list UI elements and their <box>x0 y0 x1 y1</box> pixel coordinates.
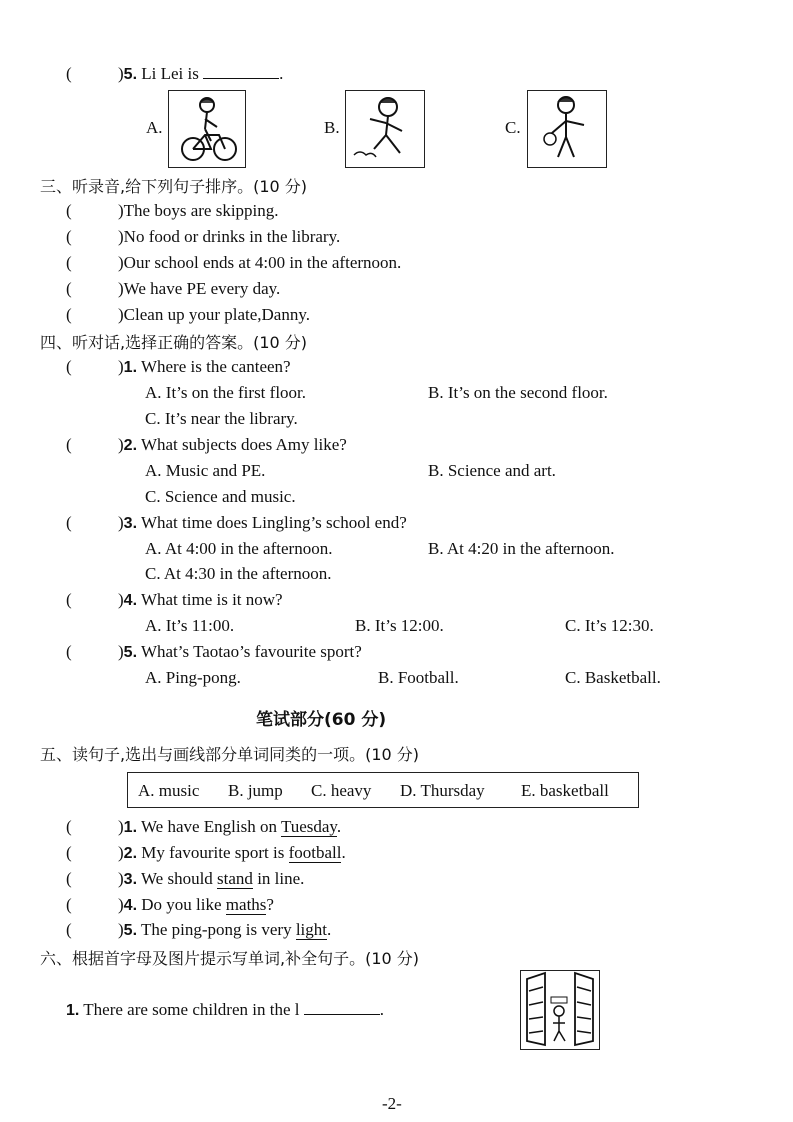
basketball-player-icon <box>528 91 606 167</box>
question-4: )4. Do you like maths? <box>118 895 274 914</box>
answer-paren: ( <box>66 642 72 661</box>
question-4: )4. What time is it now? <box>118 590 283 609</box>
question-1: 1. There are some children in the l . <box>66 1000 384 1019</box>
answer-paren: ( <box>66 305 72 324</box>
option-a[interactable]: A. Ping-pong. <box>145 668 241 687</box>
option-b-label: B. <box>324 118 340 137</box>
answer-paren: ( <box>66 895 72 914</box>
library-picture <box>520 970 600 1050</box>
word-bank-item: A. music <box>138 781 200 800</box>
option-b[interactable]: B. At 4:20 in the afternoon. <box>428 539 615 558</box>
bicycle-icon <box>169 91 245 167</box>
option-b[interactable]: B. Football. <box>378 668 459 687</box>
bookshelf-icon <box>521 971 599 1049</box>
sentence-item: )We have PE every day. <box>118 279 281 298</box>
sentence-item: )No food or drinks in the library. <box>118 227 341 246</box>
option-a-label: A. <box>146 118 163 137</box>
answer-paren: ( <box>66 843 72 862</box>
option-a[interactable]: A. It’s 11:00. <box>145 616 235 635</box>
sentence-item: )The boys are skipping. <box>118 201 279 220</box>
section-4-heading: 四、听对话,选择正确的答案。(10 分) <box>40 333 308 352</box>
question-5: )5. Li Lei is . <box>118 64 284 83</box>
section-3-heading: 三、听录音,给下列句子排序。(10 分) <box>40 177 308 196</box>
answer-paren: ( <box>66 253 72 272</box>
option-c[interactable]: C. It’s near the library. <box>145 409 298 428</box>
answer-paren: ( <box>66 201 72 220</box>
answer-paren: ( <box>66 513 72 532</box>
answer-blank[interactable] <box>304 1000 380 1015</box>
answer-paren: ( <box>66 869 72 888</box>
option-a[interactable]: A. At 4:00 in the afternoon. <box>145 539 333 558</box>
answer-paren: ( <box>66 279 72 298</box>
answer-paren: ( <box>66 590 72 609</box>
option-c[interactable]: C. At 4:30 in the afternoon. <box>145 564 332 583</box>
answer-paren: ( <box>66 227 72 246</box>
basketball-picture <box>527 90 607 168</box>
answer-paren: ( <box>66 357 72 376</box>
question-2: )2. What subjects does Amy like? <box>118 435 347 454</box>
running-picture <box>345 90 425 168</box>
question-2: )2. My favourite sport is football. <box>118 843 346 862</box>
runner-icon <box>346 91 424 167</box>
question-3: )3. We should stand in line. <box>118 869 305 888</box>
page-number: -2- <box>382 1094 402 1113</box>
option-a[interactable]: A. It’s on the first floor. <box>145 383 307 402</box>
cycling-picture <box>168 90 246 168</box>
word-bank-box <box>127 772 639 808</box>
option-b[interactable]: B. Science and art. <box>428 461 556 480</box>
answer-blank[interactable] <box>203 64 279 79</box>
option-c[interactable]: C. Science and music. <box>145 487 296 506</box>
section-6-heading: 六、根据首字母及图片提示写单词,补全句子。(10 分) <box>40 949 420 968</box>
answer-paren: ( <box>66 435 72 454</box>
option-c-label: C. <box>505 118 521 137</box>
option-a[interactable]: A. Music and PE. <box>145 461 266 480</box>
question-5: )5. What’s Taotao’s favourite sport? <box>118 642 362 661</box>
section-5-heading: 五、读句子,选出与画线部分单词同类的一项。(10 分) <box>40 745 420 764</box>
sentence-item: )Our school ends at 4:00 in the afternoon. <box>118 253 402 272</box>
option-b[interactable]: B. It’s 12:00. <box>355 616 444 635</box>
question-1: )1. Where is the canteen? <box>118 357 291 376</box>
sentence-item: )Clean up your plate,Danny. <box>118 305 310 324</box>
word-bank-item: C. heavy <box>311 781 372 800</box>
answer-paren: ( <box>66 920 72 939</box>
written-section-title: 笔试部分(60 分) <box>256 710 387 730</box>
word-bank-item: B. jump <box>228 781 283 800</box>
answer-paren: ( <box>66 64 72 83</box>
option-c[interactable]: C. It’s 12:30. <box>565 616 654 635</box>
option-b[interactable]: B. It’s on the second floor. <box>428 383 608 402</box>
option-c[interactable]: C. Basketball. <box>565 668 661 687</box>
word-bank-item: D. Thursday <box>400 781 485 800</box>
question-1: )1. We have English on Tuesday. <box>118 817 342 836</box>
question-5: )5. The ping-pong is very light. <box>118 920 332 939</box>
question-3: )3. What time does Lingling’s school end? <box>118 513 407 532</box>
answer-paren: ( <box>66 817 72 836</box>
word-bank-item: E. basketball <box>521 781 609 800</box>
